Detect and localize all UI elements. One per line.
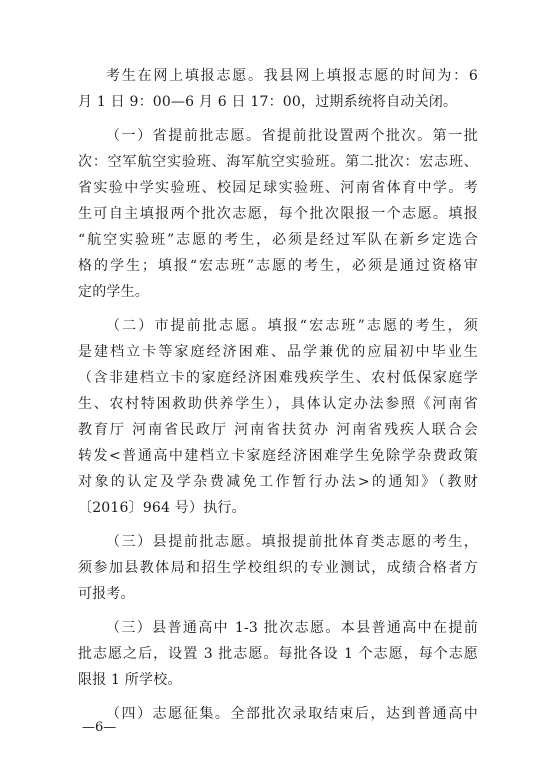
text-line: 是建档立卡等家庭经济困难、品学兼优的应届初中毕业生 [78,344,478,360]
text-line: 生、农村特困救助供养学生），具体认定办法参照《河南省 [78,396,478,412]
text-line: 〔2016〕964 号）执行。 [78,500,246,516]
paragraph-gap [78,607,478,615]
paragraph-gap [78,521,478,529]
text-line: （一）省提前批志愿。省提前批设置两个批次。第一批 [106,128,478,144]
paragraph-gap [78,115,478,123]
text-line: 月 1 日 9：00—6 月 6 日 17：00，过期系统将自动关闭。 [78,94,458,110]
county-early-batch-paragraph [78,529,478,607]
paragraph-gap [78,305,478,313]
intro-paragraph [78,63,478,115]
page-body [78,63,478,727]
paragraph-gap [78,693,478,701]
text-line: 教育厅 河南省民政厅 河南省扶贫办 河南省残疾人联合会 [78,422,478,438]
text-line: “航空实验班”志愿的考生，必须是经过军队在新乡定选合 [78,232,478,248]
text-line: 转发<普通高中建档立卡家庭经济困难学生免除学杂费政策 [78,448,478,464]
text-line: 限报 1 所学校。 [78,672,182,688]
text-line: 考生在网上填报志愿。我县网上填报志愿的时间为：6 [106,68,478,84]
text-line: 省实验中学实验班、校园足球实验班、河南省体育中学。考 [78,180,478,196]
solicitation-paragraph [78,701,478,727]
text-line: 可报考。 [78,586,135,602]
text-line: 定的学生。 [78,284,149,300]
city-early-batch-paragraph [78,313,478,521]
text-line: （四）志愿征集。全部批次录取结束后，达到普通高中 [106,706,478,722]
text-line: 生可自主填报两个批次志愿，每个批次限报一个志愿。填报 [78,206,478,222]
county-regular-batch-paragraph [78,615,478,693]
text-line: （二）市提前批志愿。填报“宏志班”志愿的考生，须 [106,318,478,334]
text-line: （含非建档立卡的家庭经济困难残疾学生、农村低保家庭学 [78,370,478,386]
text-line: 格的学生；填报“宏志班”志愿的考生，必须是通过资格审 [78,258,478,274]
page-number: —6— [82,720,117,735]
text-line: （三）县普通高中 1-3 批次志愿。本县普通高中在提前 [106,620,478,636]
provincial-early-batch-paragraph [78,123,478,305]
text-line: （三）县提前批志愿。填报提前批体育类志愿的考生， [106,534,478,550]
text-line: 对象的认定及学杂费减免工作暂行办法>的通知》（教财 [78,474,478,490]
text-line: 须参加县教体局和招生学校组织的专业测试，成绩合格者方 [78,560,478,576]
text-line: 批志愿之后，设置 3 批志愿。每批各设 1 个志愿，每个志愿 [78,646,478,662]
text-line: 次：空军航空实验班、海军航空实验班。第二批次：宏志班、 [78,154,478,170]
